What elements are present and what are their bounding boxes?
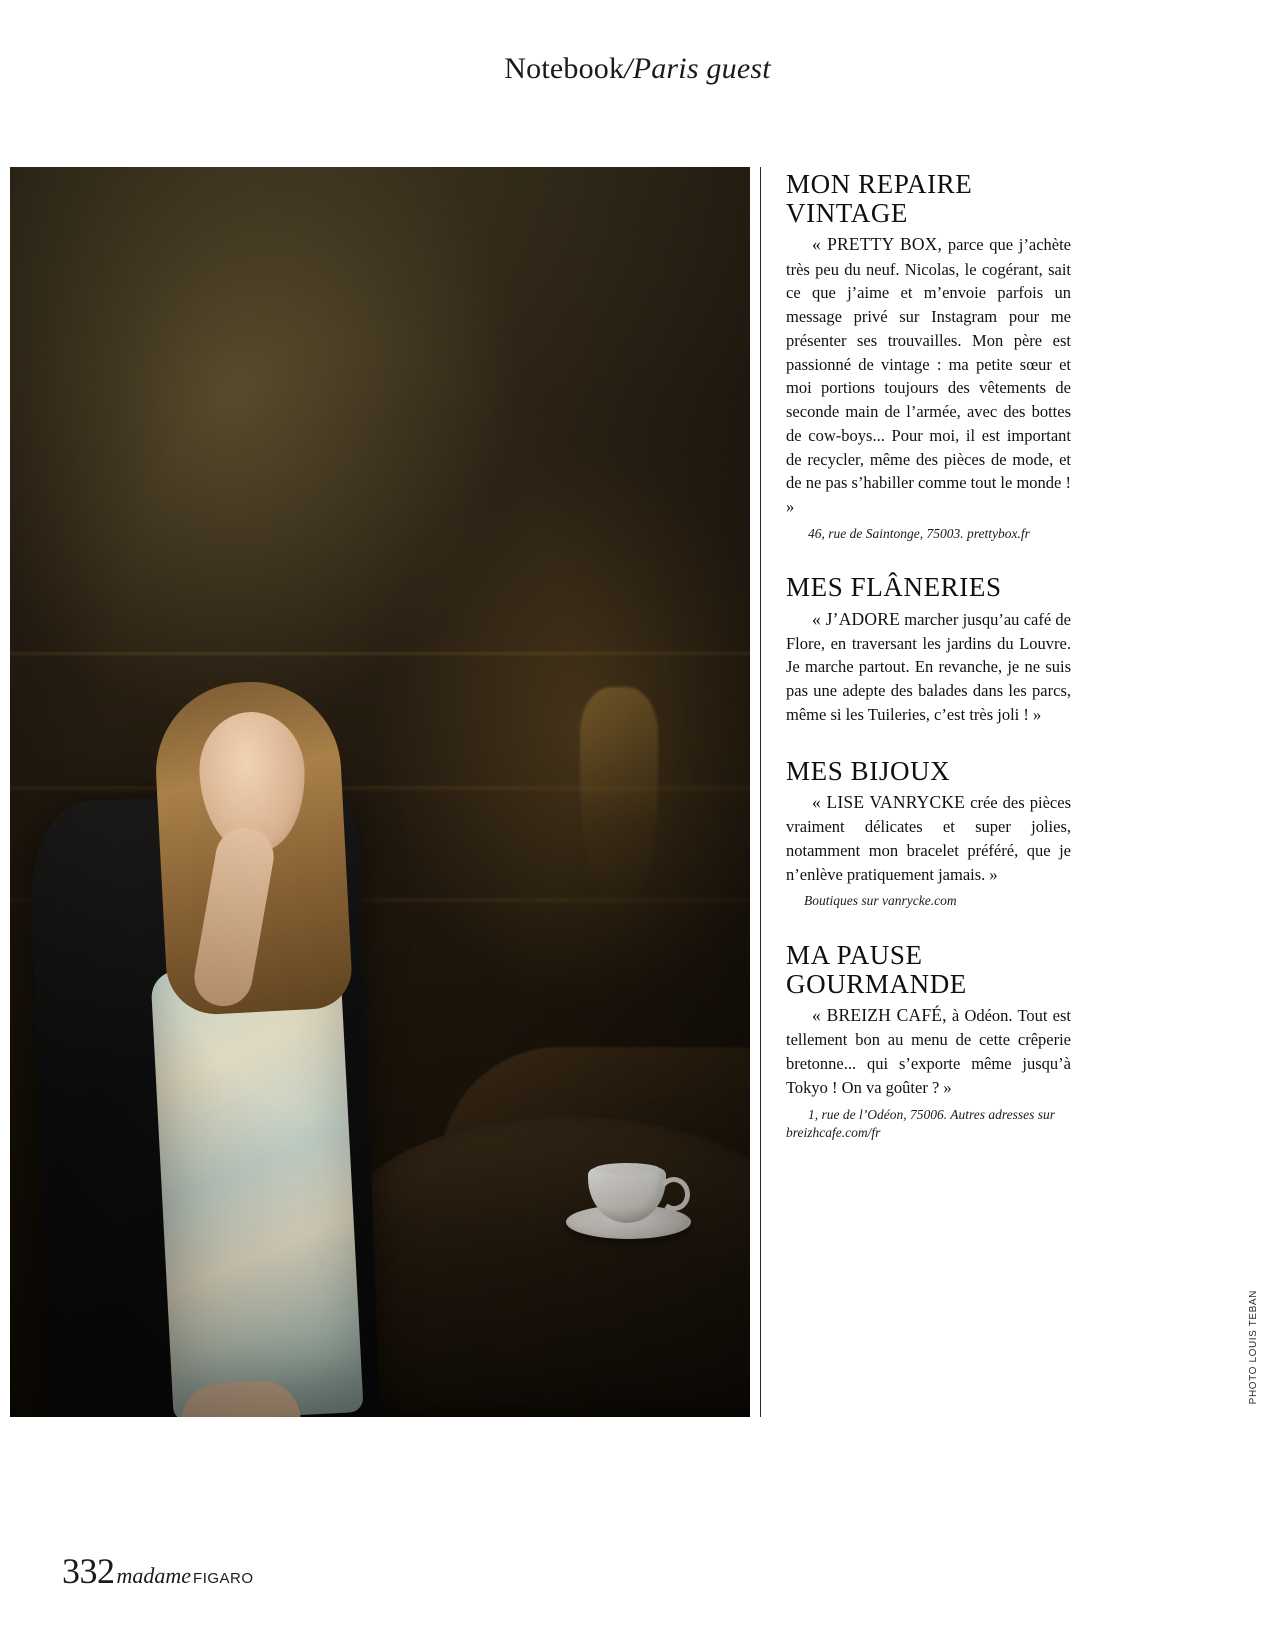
section-body	[786, 607, 1071, 727]
page-footer	[62, 1550, 254, 1592]
folio-page-number: 332	[62, 1551, 115, 1591]
section-mon-repaire-vintage	[786, 170, 1071, 543]
section-body-text: marcher jusqu’au café de Flore, en traversant les jardins du Louvre. Je marche partout. En revanche, je ne suis pas une adepte des balades dans les parcs, même si les Tuileries, c’est très joli ! »	[786, 609, 1072, 724]
column-divider	[760, 167, 761, 1417]
section-body-text: parce que j’achète très peu du neuf. Nicolas, le cogérant, sait ce que j’aime et m’envoie parfois un message privé sur Instagram pour me présenter ses trouvailles. Mon père est passionné de vintage : ma petite sœur et moi portions toujours des vêtements de seconde main de l’armée, avec des bottes de cow-boys... Pour moi, il est important de recycler, même des pièces de mode, et de ne pas s’habiller comme tout le monde ! »	[786, 235, 1072, 516]
section-title: MA PAUSE GOURMANDE	[786, 939, 967, 1000]
section-lead: « J’ADORE	[812, 608, 900, 629]
section-ma-pause-gourmande	[786, 941, 1071, 1143]
section-title: MES FLÂNERIES	[786, 572, 1002, 603]
section-lead: « LISE VANRYCKE	[812, 791, 966, 812]
header-kicker: Notebook	[504, 52, 625, 85]
page-header	[0, 52, 1275, 86]
article-column	[786, 170, 1071, 1143]
model-dress	[150, 962, 363, 1417]
feature-photo	[10, 167, 750, 1417]
section-body	[786, 790, 1071, 886]
section-mes-flaneries	[786, 573, 1071, 726]
section-lead: « BREIZH CAFÉ,	[812, 1005, 947, 1026]
cafe-table	[340, 1117, 750, 1417]
section-lead: « PRETTY BOX,	[812, 234, 943, 255]
masthead-figaro: FIGARO	[193, 1570, 254, 1587]
section-title: MES BIJOUX	[786, 755, 951, 786]
section-address: 1, rue de l’Odéon, 75006. Autres adresses sur breizhcafe.com/fr	[786, 1106, 1055, 1141]
section-body	[786, 1003, 1071, 1099]
section-body-text: crée des pièces vraiment délicates et super jolies, notamment mon bracelet préféré, que je n’enlève pratiquement jamais. »	[786, 792, 1071, 884]
section-title: MON REPAIRE VINTAGE	[786, 169, 973, 229]
section-address: 46, rue de Saintonge, 75003. prettybox.fr	[808, 525, 1030, 541]
masthead-madame: madame	[116, 1563, 192, 1588]
section-address: Boutiques sur vanrycke.com	[804, 893, 957, 909]
section-body	[786, 232, 1071, 518]
header-kicker-italic: /Paris guest	[624, 52, 771, 85]
section-body-text: à Odéon. Tout est tellement bon au menu de cette crêperie bretonne... qui s’exporte même jusqu’à Tokyo ! On va goûter ? »	[786, 1006, 1071, 1097]
section-mes-bijoux	[786, 757, 1071, 911]
photo-credit: PHOTO LOUIS TEBAN	[1248, 1290, 1259, 1405]
